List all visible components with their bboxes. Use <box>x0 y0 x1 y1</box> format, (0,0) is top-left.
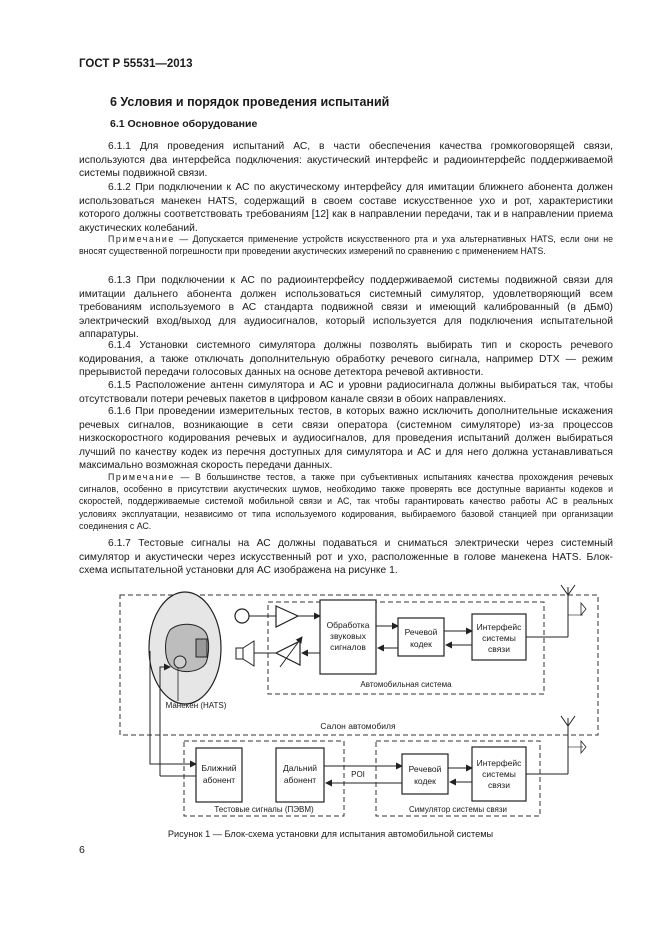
page-number: 6 <box>79 844 85 856</box>
speaker-icon <box>236 641 276 666</box>
interface-bottom-line-2: системы <box>482 769 516 779</box>
note-2-label: Примечание <box>108 472 175 482</box>
codec-top-line-1: Речевой <box>404 627 438 637</box>
interface-bottom-line-1: Интерфейс <box>476 758 522 768</box>
codec-bottom-line-1: Речевой <box>408 764 442 774</box>
interface-top-line-3: связи <box>488 644 510 654</box>
near-line-1: Ближний <box>201 763 237 773</box>
paragraph-6-1-6: 6.1.6 При проведении измерительных тестов, в которых важно исключить дополнительные искажения речевых сигналов, возникающие в сети связи оператора (системном симуляторе) из-за процессов низкоскоростного кодирования речевых и аудиосигналов, для проведения испытаний должен выбираться лучший по качеству кодек из перечня доступных для симулятора и АС и для него должна устанавливаться максимально возможная скорость передачи данных. <box>79 406 613 472</box>
manikin-label: Манекен (HATS) <box>165 701 227 710</box>
paragraph-6-1-4: 6.1.4 Установки системного симулятора должны позволять выбирать тип и скорость речевого кодирования, а также отключать дополнительную обработку речевого сигнала, например DTX — режим прерывистой передачи голосовых данных на основе детектора речевой активности. <box>79 340 613 379</box>
antenna-top-icon <box>561 585 575 637</box>
codec-bottom-line-2: кодек <box>414 776 436 786</box>
paragraph-6-1-2: 6.1.2 При подключении к АС по акустическому интерфейсу для имитации ближнего абонента должен использоваться манекен HATS, содержащий в своем составе искусственное ухо и рот, характеристики которого должны соответствовать требованиям [12] как в направлении передачи, так и в направлении приема акустических колебаний. <box>79 182 613 234</box>
interface-bottom-line-3: связи <box>488 780 510 790</box>
note-2 <box>79 471 613 532</box>
paragraph-6-1-7: 6.1.7 Тестовые сигналы на АС должны подаваться и сниматься электрически через системный симулятор и акустически через искусственный рот и ухо, расположенные в голове манекена HATS. Блок-схема испытательной установки для АС изображена на рисунке 1. <box>79 538 613 577</box>
block-diagram <box>108 581 608 826</box>
car-cabin-label: Салон автомобиля <box>320 721 396 731</box>
note-1 <box>79 233 613 257</box>
car-system-label: Автомобильная система <box>360 680 452 689</box>
paragraph-6-1-1: 6.1.1 Для проведения испытаний АС, в части обеспечения качества громкоговорящей связи, используются два интерфейса подключения: акустический интерфейс и радиоинтерфейс поддерживаемой системы подвижной связи. <box>79 141 613 180</box>
amplifier-icon <box>276 606 298 627</box>
speech-codec-bottom-block <box>402 754 448 794</box>
speech-codec-top-block <box>398 618 444 656</box>
paragraph-6-1-3: 6.1.3 При подключении к АС по радиоинтерфейсу поддерживаемой системы подвижной связи для имитации дальнего абонента должен использоваться системный симулятор, удовлетворяющий всем требованиям используемого в АС стандарта подвижной связи и имеющий калиброванный (в дБм0) электрический вход/выход для аудиосигналов, который используется для подключения испытательной аппаратуры. <box>79 275 613 341</box>
codec-top-line-2: кодек <box>410 639 432 649</box>
microphone-icon <box>235 609 276 623</box>
processing-line-1: Обработка <box>326 620 370 630</box>
processing-line-3: сигналов <box>330 642 366 652</box>
figure-caption: Рисунок 1 — Блок-схема установки для испытания автомобильной системы <box>167 829 494 839</box>
far-line-2: абонент <box>283 775 317 785</box>
simulator-label: Симулятор системы связи <box>409 805 507 814</box>
processing-line-2: звуковых <box>330 631 366 641</box>
document-code: ГОСТ Р 55531—2013 <box>79 58 193 70</box>
far-line-1: Дальний <box>282 763 318 773</box>
antenna-bottom-icon <box>561 716 575 774</box>
interface-top-line-2: системы <box>482 633 516 643</box>
interface-top-line-1: Интерфейс <box>476 622 522 632</box>
variable-amplifier-icon <box>276 637 302 667</box>
poi-label: POI <box>351 770 365 779</box>
note-2-text: — В большинстве тестов, а также при субъективных испытаниях качества прохождения речевых сигналов, особенно в присутствии акустических шумов, необходимо также проверять все доступные варианты кодеков и скоростей, поддерживаемые системой мобильной связи и АС, так чтобы гарантировать качество работы АС в реальных условиях эксплуатации, независимо от типа используемого кодирования, выбираемого базовой станцией при организации соединения с АС. <box>79 472 613 531</box>
subsection-title: 6.1 Основное оборудование <box>110 118 258 130</box>
section-title: 6 Условия и порядок проведения испытаний <box>110 95 390 109</box>
note-1-label: Примечание <box>108 234 175 244</box>
note-1-text: — Допускается применение устройств искусственного рта и уха альтернативных HATS, если они не вносят существенной погрешности при проведении акустических измерений по сравнению с применением HATS. <box>79 234 613 257</box>
paragraph-6-1-5: 6.1.5 Расположение антенн симулятора и АС и уровни радиосигнала должны выбираться так, чтобы отсутствовали потери речевых пакетов в цифровом канале связи в обоих направлениях. <box>79 380 613 405</box>
near-line-2: абонент <box>202 775 236 785</box>
test-signals-label: Тестовые сигналы (ПЭВМ) <box>214 805 314 814</box>
